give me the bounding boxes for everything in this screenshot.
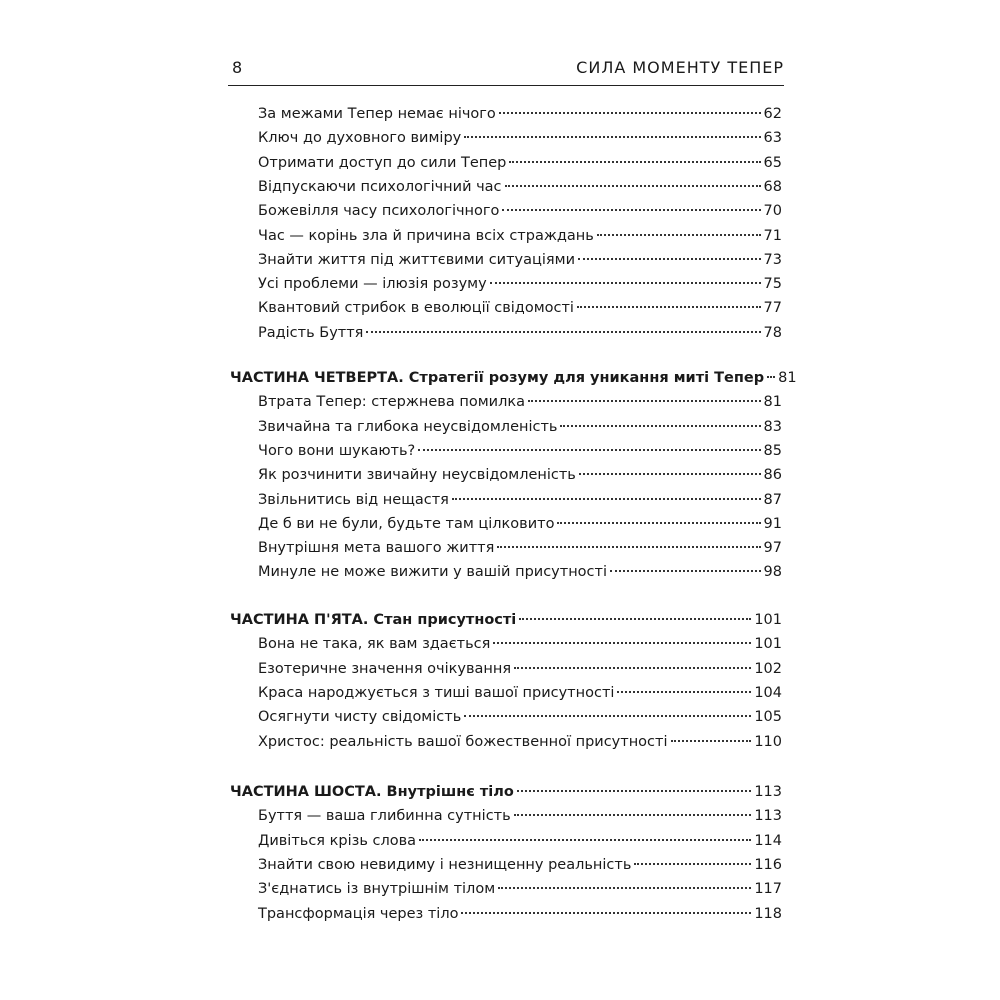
dot-leader xyxy=(767,376,775,378)
toc-entry-title: Як розчинити звичайну неусвідомленість xyxy=(258,467,576,484)
dot-leader xyxy=(464,136,760,138)
dot-leader xyxy=(493,642,751,644)
toc-part-heading-title: ЧАСТИНА ШОСТА. Внутрішнє тіло xyxy=(230,784,514,800)
toc-part-heading-page-number: 81 xyxy=(778,370,797,386)
toc-entry-title: Час — корінь зла й причина всіх страждань xyxy=(258,227,594,244)
running-header-title: СИЛА МОМЕНТУ ТЕПЕР xyxy=(576,58,784,77)
toc-entry-page-number: 70 xyxy=(763,203,782,220)
toc-entry xyxy=(258,540,782,565)
toc-entry-title: Відпускаючи психологічний час xyxy=(258,178,502,195)
dot-leader xyxy=(528,400,761,402)
toc-entry-title: Езотеричне значення очікування xyxy=(258,660,512,677)
dot-leader xyxy=(502,209,760,211)
dot-leader xyxy=(499,112,761,114)
toc-entry-page-number: 98 xyxy=(763,564,782,581)
toc-part-heading-title: ЧАСТИНА П'ЯТА. Стан присутності xyxy=(230,612,517,628)
toc-part-heading-page-number: 101 xyxy=(754,612,782,628)
toc-entry xyxy=(258,857,782,882)
toc-entry xyxy=(258,492,782,517)
toc-entry xyxy=(258,709,782,734)
toc-entry xyxy=(258,833,782,858)
toc-entry-title: Отримати доступ до сили Тепер xyxy=(258,154,507,171)
dot-leader xyxy=(579,473,761,475)
toc-entry-title: Звичайна та глибока неусвідомленість xyxy=(258,418,558,435)
dot-leader xyxy=(490,282,761,284)
toc-part-heading xyxy=(230,370,797,395)
toc-entry-page-number: 113 xyxy=(754,808,782,825)
toc-entry-page-number: 81 xyxy=(763,394,782,411)
toc-entry-title: Вона не така, як вам здається xyxy=(258,636,491,653)
toc-entry xyxy=(258,516,782,541)
toc-entry xyxy=(258,734,782,759)
toc-entry xyxy=(258,130,782,155)
dot-leader xyxy=(505,185,761,187)
toc-entry xyxy=(258,419,782,444)
dot-leader xyxy=(419,839,751,841)
toc-entry-page-number: 110 xyxy=(754,733,782,750)
toc-entry-title: Краса народжується з тиші вашої присутності xyxy=(258,684,615,701)
dot-leader xyxy=(634,863,751,865)
toc-entry-title: З'єднатись із внутрішнім тілом xyxy=(258,881,496,898)
dot-leader xyxy=(498,887,751,889)
toc-entry-title: Буття — ваша глибинна сутність xyxy=(258,808,511,825)
dot-leader xyxy=(366,331,760,333)
toc-entry-title: Квантовий стрибок в еволюції свідомості xyxy=(258,300,574,317)
toc-entry-title: Де б ви не були, будьте там цілковито xyxy=(258,515,555,532)
toc-entry-page-number: 105 xyxy=(754,709,782,726)
toc-entry-page-number: 65 xyxy=(763,154,782,171)
toc-entry-page-number: 62 xyxy=(763,106,782,122)
header-rule xyxy=(228,85,784,86)
toc-entry-page-number: 114 xyxy=(754,832,782,849)
toc-entry xyxy=(258,636,782,661)
dot-leader xyxy=(464,715,751,717)
dot-leader xyxy=(517,790,751,792)
toc-entry xyxy=(258,179,782,204)
dot-leader xyxy=(514,814,752,816)
dot-leader xyxy=(578,258,761,260)
toc-entry xyxy=(258,203,782,228)
toc-entry xyxy=(258,300,782,325)
toc-entry-title: Радість Буття xyxy=(258,324,364,341)
toc-entry xyxy=(258,106,782,131)
dot-leader xyxy=(519,618,751,620)
toc-entry-title: За межами Тепер немає нічого xyxy=(258,106,496,122)
toc-part-heading-title: ЧАСТИНА ЧЕТВЕРТА. Стратегії розуму для уникання миті Тепер xyxy=(230,370,765,386)
toc-entry xyxy=(258,685,782,710)
toc-entry xyxy=(258,808,782,833)
toc-entry xyxy=(258,564,782,589)
toc-entry-page-number: 71 xyxy=(763,227,782,244)
toc-entry-title: Знайти життя під життєвими ситуаціями xyxy=(258,251,575,268)
toc-entry-page-number: 87 xyxy=(763,491,782,508)
dot-leader xyxy=(560,425,760,427)
toc-entry-page-number: 77 xyxy=(763,300,782,317)
toc-entry xyxy=(258,881,782,906)
toc-entry xyxy=(258,228,782,253)
toc-entry-page-number: 78 xyxy=(763,324,782,341)
toc-entry-title: Дивіться крізь слова xyxy=(258,832,417,849)
dot-leader xyxy=(617,691,751,693)
toc-entry xyxy=(258,155,782,180)
dot-leader xyxy=(557,522,760,524)
toc-entry-title: Минуле не може вижити у вашій присутності xyxy=(258,564,607,581)
toc-entry-title: Осягнути чисту свідомість xyxy=(258,709,462,726)
toc-entry xyxy=(258,394,782,419)
toc-entry-page-number: 75 xyxy=(763,276,782,293)
toc-entry-title: Втрата Тепер: стержнева помилка xyxy=(258,394,525,411)
toc-entry-title: Внутрішня мета вашого життя xyxy=(258,540,495,557)
toc-entry xyxy=(258,276,782,301)
toc-part-heading-page-number: 113 xyxy=(754,784,782,800)
toc-entry-page-number: 83 xyxy=(763,418,782,435)
toc-entry-title: Знайти свою невидиму і незнищенну реальність xyxy=(258,856,632,873)
dot-leader xyxy=(497,546,760,548)
toc-part-heading xyxy=(230,612,782,637)
toc-entry xyxy=(258,661,782,686)
toc-entry-page-number: 118 xyxy=(754,905,782,922)
toc-entry-page-number: 102 xyxy=(754,660,782,677)
toc-entry-title: Звільнитись від нещастя xyxy=(258,491,449,508)
toc-entry-page-number: 116 xyxy=(754,856,782,873)
dot-leader xyxy=(418,449,760,451)
toc-entry-page-number: 68 xyxy=(763,178,782,195)
dot-leader xyxy=(610,570,761,572)
toc-entry-page-number: 86 xyxy=(763,467,782,484)
dot-leader xyxy=(509,161,760,163)
dot-leader xyxy=(671,740,752,742)
toc-entry-title: Трансформація через тіло xyxy=(258,905,459,922)
toc-entry xyxy=(258,252,782,277)
toc-entry-page-number: 63 xyxy=(763,130,782,147)
toc-entry xyxy=(258,467,782,492)
toc-entry-page-number: 91 xyxy=(763,515,782,532)
dot-leader xyxy=(597,234,761,236)
toc-entry-page-number: 104 xyxy=(754,684,782,701)
dot-leader xyxy=(577,306,761,308)
toc-entry-page-number: 117 xyxy=(754,881,782,898)
dot-leader xyxy=(452,498,761,500)
toc-entry xyxy=(258,325,782,350)
toc-entry xyxy=(258,443,782,468)
dot-leader xyxy=(514,667,751,669)
toc-entry-title: Христос: реальність вашої божественної присутності xyxy=(258,733,668,750)
toc-part-heading xyxy=(230,784,782,809)
toc-entry-title: Ключ до духовного виміру xyxy=(258,130,462,147)
toc-entry-title: Божевілля часу психологічного xyxy=(258,203,500,220)
dot-leader xyxy=(461,912,751,914)
toc-entry-title: Чого вони шукають? xyxy=(258,442,416,459)
toc-entry-title: Усі проблеми — ілюзія розуму xyxy=(258,276,487,293)
toc-entry-page-number: 73 xyxy=(763,251,782,268)
toc-entry xyxy=(258,906,782,931)
page-number: 8 xyxy=(232,58,243,77)
toc-entry-page-number: 85 xyxy=(763,442,782,459)
toc-entry-page-number: 101 xyxy=(754,636,782,653)
toc-entry-page-number: 97 xyxy=(763,540,782,557)
